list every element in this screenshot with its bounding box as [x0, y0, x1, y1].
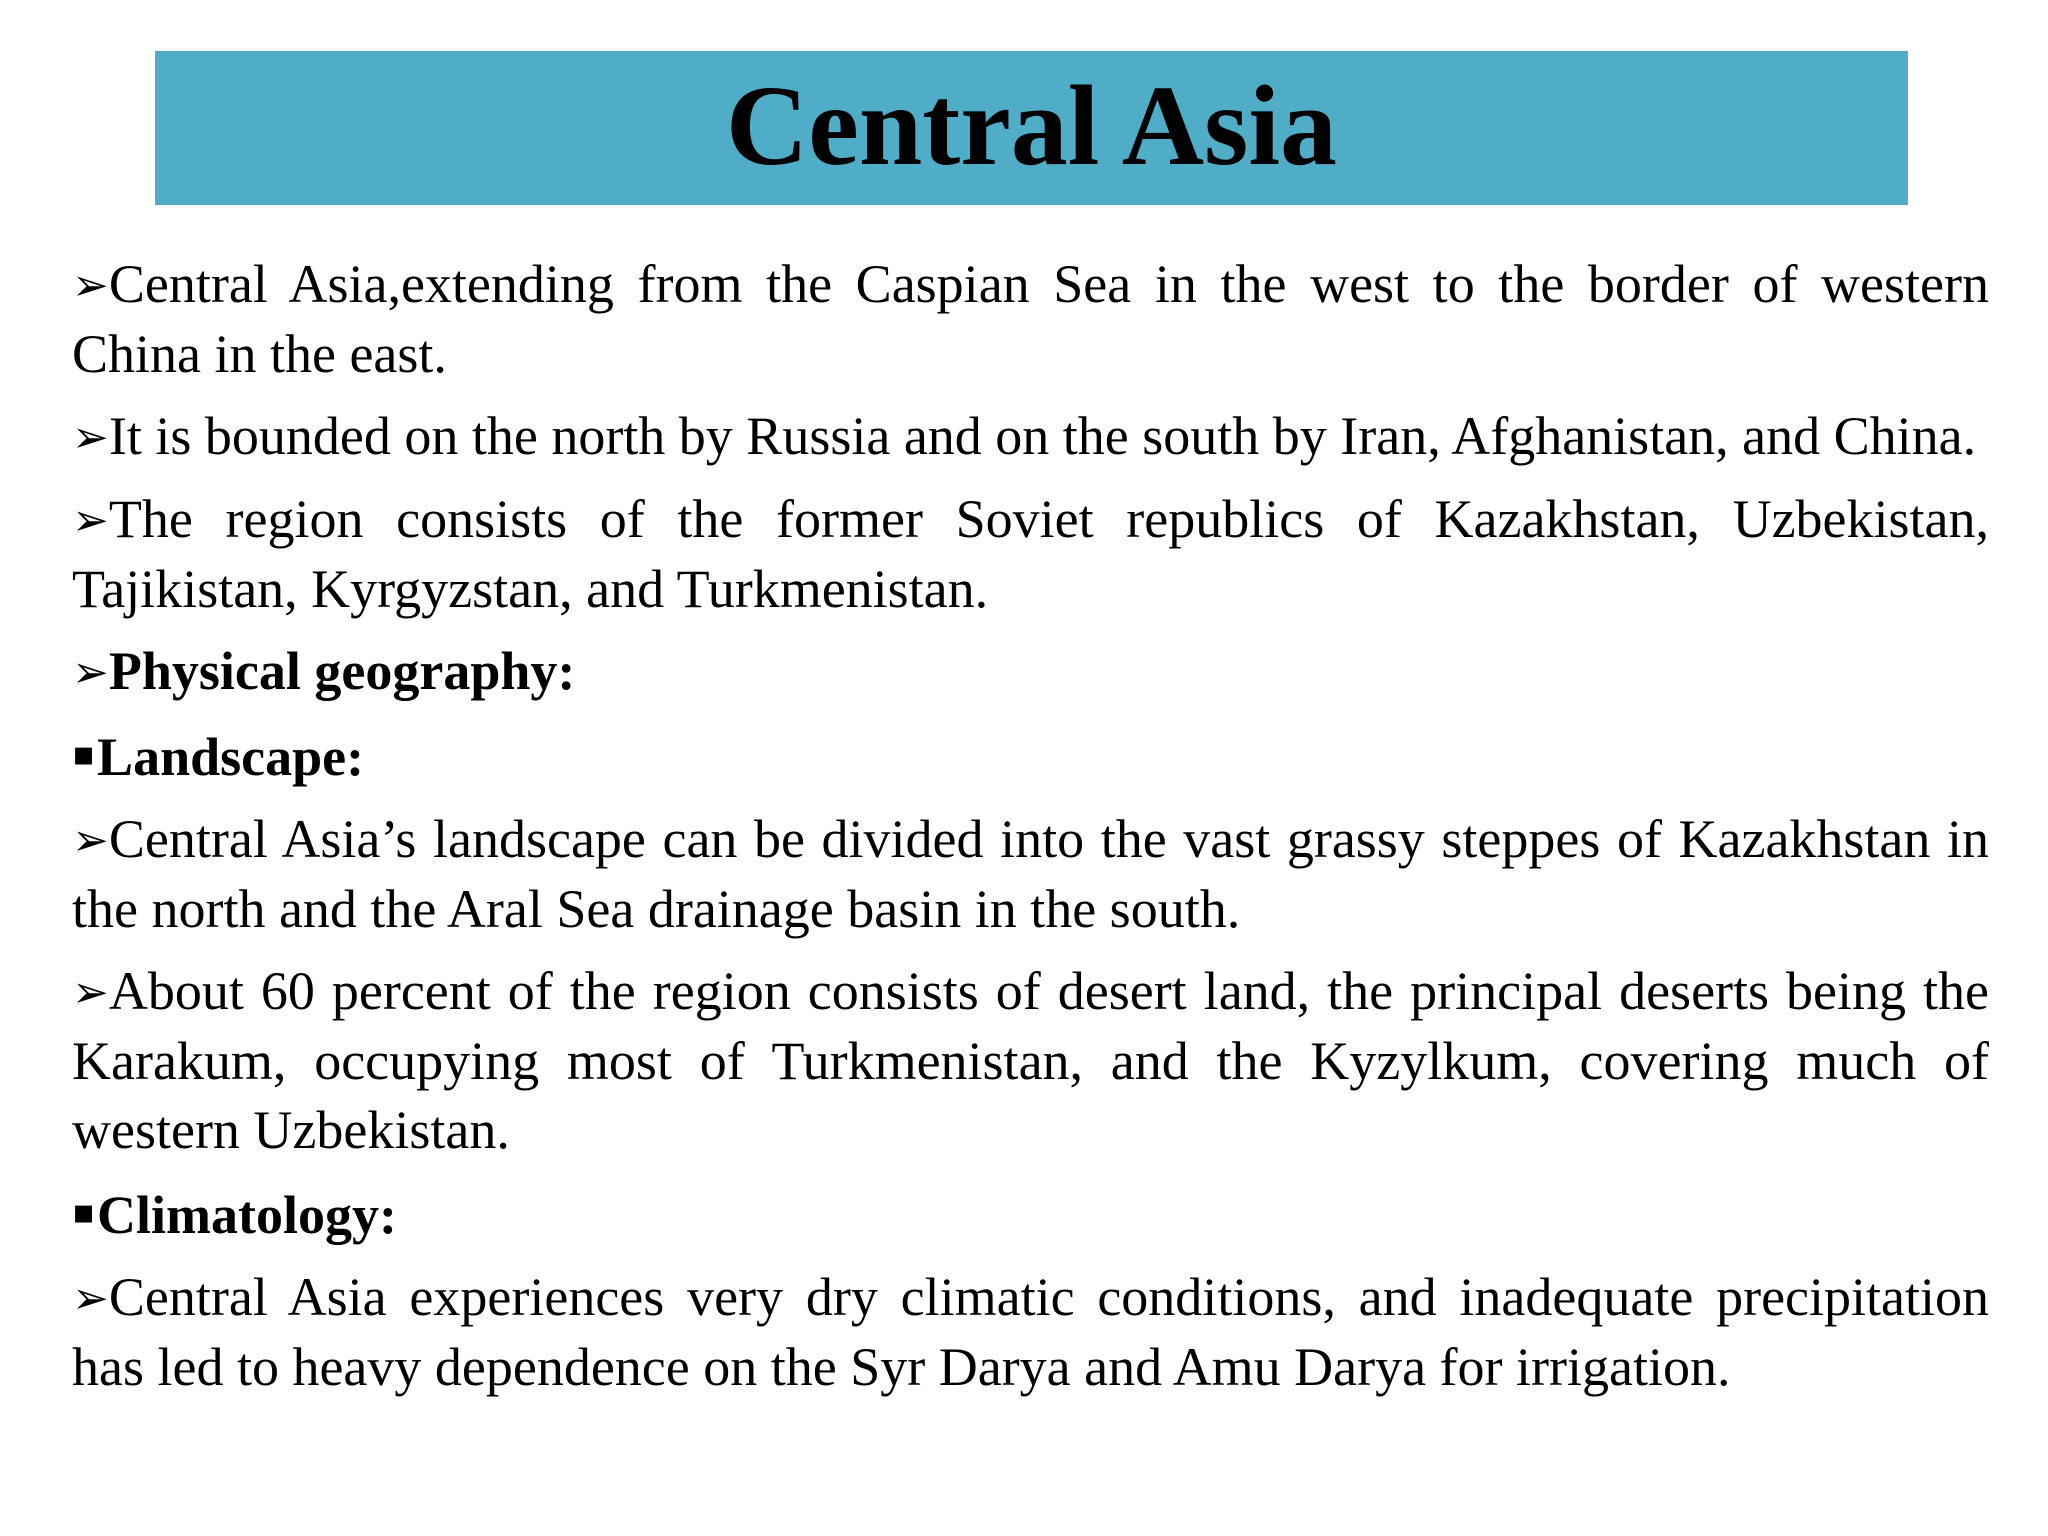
- arrow-bullet-icon: ➢: [72, 1273, 109, 1324]
- heading-text: Physical geography:: [108, 641, 576, 701]
- bullet-landscape-deserts: [72, 957, 1989, 1165]
- arrow-bullet-icon: ➢: [72, 815, 109, 866]
- bullet-text: The region consists of the former Soviet republics of Kazakhstan, Uzbekistan, Tajikistan, Kyrgyzstan, and Turkmenistan.: [72, 489, 1989, 619]
- heading-landscape: [72, 720, 1989, 792]
- heading-text: Landscape:: [97, 727, 365, 787]
- slide-content: [72, 250, 1989, 1415]
- bullet-republics: [72, 485, 1989, 624]
- square-bullet-icon: ▪: [72, 1192, 96, 1232]
- arrow-bullet-icon: ➢: [72, 412, 109, 463]
- bullet-text: It is bounded on the north by Russia and on the south by Iran, Afghanistan, and China.: [108, 406, 1977, 466]
- slide-title: Central Asia: [725, 62, 1338, 189]
- bullet-text: About 60 percent of the region consists of desert land, the principal deserts being the Karakum, occupying most of Turkmenistan, and the Kyzylkum, covering much of western Uzbekistan.: [72, 961, 1989, 1160]
- arrow-bullet-icon: ➢: [72, 647, 109, 698]
- bullet-text: Central Asia’s landscape can be divided into the vast grassy steppes of Kazakhstan in the north and the Aral Sea drainage basin in the south.: [72, 809, 1989, 939]
- bullet-extent: [72, 250, 1989, 389]
- square-bullet-icon: ▪: [72, 734, 96, 774]
- arrow-bullet-icon: ➢: [72, 495, 109, 546]
- bullet-text: Central Asia experiences very dry climatic conditions, and inadequate precipitation has led to heavy dependence on the Syr Darya and Amu Darya for irrigation.: [72, 1267, 1989, 1397]
- title-bar: [155, 51, 1908, 205]
- bullet-text: Central Asia,extending from the Caspian Sea in the west to the border of western China in the east.: [72, 254, 1989, 384]
- heading-physical-geography: [72, 637, 1989, 707]
- arrow-bullet-icon: ➢: [72, 967, 109, 1018]
- bullet-landscape-steppes: [72, 805, 1989, 944]
- heading-text: Climatology:: [97, 1185, 397, 1245]
- arrow-bullet-icon: ➢: [72, 260, 109, 311]
- bullet-climatology-dry: [72, 1263, 1989, 1402]
- heading-climatology: [72, 1178, 1989, 1250]
- bullet-boundaries: [72, 402, 1989, 472]
